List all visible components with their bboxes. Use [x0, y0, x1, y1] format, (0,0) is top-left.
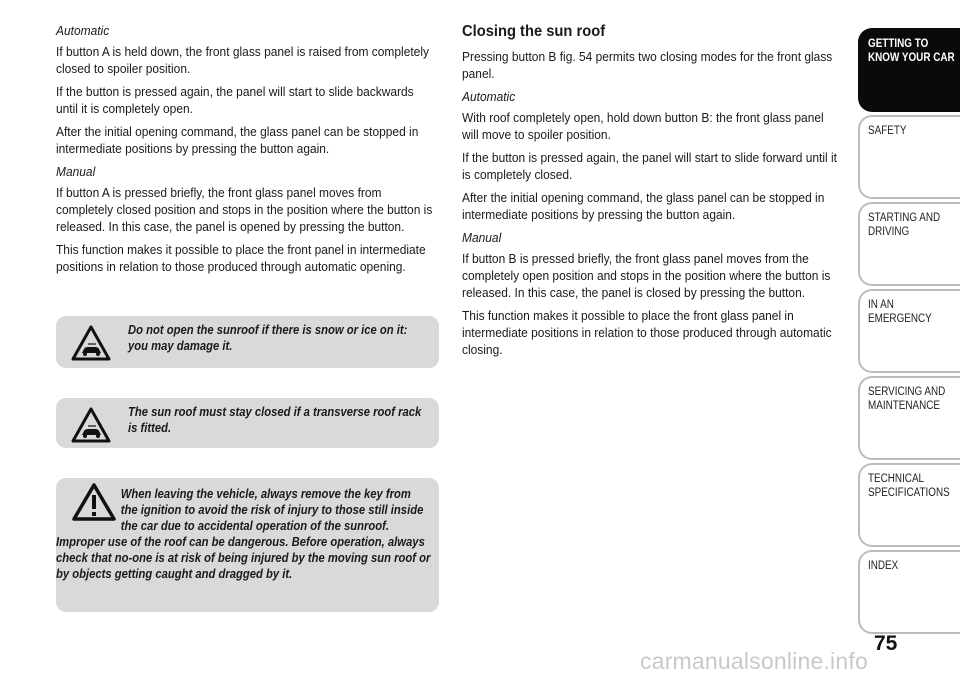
section-title: Closing the sun roof	[462, 23, 606, 40]
paragraph: If the button is pressed again, the panel will start to slide forward until it is completely closed.	[462, 150, 837, 182]
tab-servicing-and-maintenance[interactable]	[858, 376, 960, 460]
paragraph: Pressing button B fig. 54 permits two closing modes for the front glass panel.	[462, 49, 833, 81]
paragraph: If button B is pressed briefly, the front glass panel moves from the completely open position and stops in the position where the button is released. In this case, the panel is closed by pressing the button.	[462, 251, 831, 300]
tab-label: GETTING TO KNOW YOUR CAR	[868, 38, 955, 64]
tab-label: SERVICING AND MAINTENANCE	[868, 386, 946, 412]
warning-text: The sun roof must stay closed if a transverse roof rack is fitted.	[128, 405, 422, 435]
paragraph: If button A is pressed briefly, the front glass panel moves from completely closed position and stops in the position where the button is released. In this case, the panel is opened by pressing the button.	[56, 185, 433, 234]
subheading-manual: Manual	[56, 164, 96, 179]
car-warning-icon	[71, 325, 111, 361]
tab-label: SAFETY	[868, 125, 907, 137]
left-column	[56, 22, 440, 281]
paragraph: This function makes it possible to place the front panel in intermediate positions in relation to those produced through automatic opening.	[56, 242, 426, 274]
warning-text: Do not open the sunroof if there is snow or ice on it: you may damage it.	[128, 323, 408, 353]
tab-starting-and-driving[interactable]	[858, 202, 960, 286]
tab-label: INDEX	[868, 560, 899, 572]
warning-box-roof-rack	[56, 398, 439, 448]
paragraph: If button A is held down, the front glass panel is raised from completely closed to spoiler position.	[56, 44, 429, 76]
tab-getting-to-know-your-car[interactable]	[858, 28, 960, 112]
subheading-manual: Manual	[462, 230, 502, 245]
tab-label: IN AN EMERGENCY	[868, 299, 932, 325]
warning-box-snow-ice	[56, 316, 439, 368]
right-column	[462, 22, 846, 364]
paragraph: With roof completely open, hold down button B: the front glass panel will move to spoiler position.	[462, 110, 824, 142]
car-warning-icon	[71, 407, 111, 443]
tab-safety[interactable]	[858, 115, 960, 199]
warning-box-key-removal	[56, 478, 439, 612]
page-number: 75	[874, 632, 898, 655]
paragraph: After the initial opening command, the glass panel can be stopped in intermediate positions by pressing the button again.	[56, 124, 419, 156]
watermark: carmanualsonline.info	[640, 648, 868, 674]
subheading-automatic: Automatic	[462, 89, 516, 104]
tab-technical-specifications[interactable]	[858, 463, 960, 547]
tab-index[interactable]	[858, 550, 960, 634]
paragraph: This function makes it possible to place the front glass panel in intermediate positions in relation to those produced through automatic closing.	[462, 308, 832, 357]
paragraph: If the button is pressed again, the panel will start to slide backwards until it is completely open.	[56, 84, 414, 116]
tab-label: STARTING AND DRIVING	[868, 212, 941, 238]
warning-text: When leaving the vehicle, always remove the key from the ignition to avoid the risk of injury to those still inside the car due to accidental operation of the sunroof. Improper use of the roof can be dangerous. Before operation, always check that no-one is at risk of being injured by the moving sun roof or by objects getting caught and dragged by it.	[56, 487, 431, 581]
subheading-automatic: Automatic	[56, 23, 110, 38]
tab-label: TECHNICAL SPECIFICATIONS	[868, 473, 950, 499]
paragraph: After the initial opening command, the glass panel can be stopped in intermediate positions by pressing the button again.	[462, 190, 825, 222]
tab-in-an-emergency[interactable]	[858, 289, 960, 373]
chapter-sidebar	[858, 0, 960, 686]
